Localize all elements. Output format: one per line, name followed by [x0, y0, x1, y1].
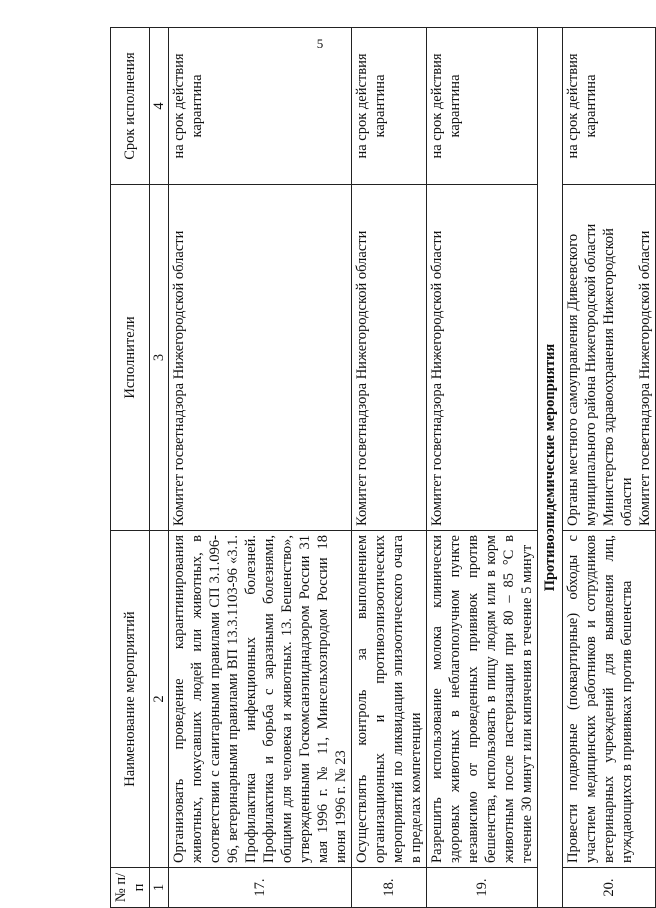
deadline: на срок действия карантина	[169, 28, 352, 185]
column-number: 1	[150, 868, 169, 908]
rotated-table-container	[110, 28, 653, 908]
table-row	[169, 28, 352, 908]
measure-description: Осуществлять контроль за выполнением организационных и противоэпизоотических мероприятий по ликвидации эпизоотического очага в пределах компетенции	[352, 531, 427, 868]
row-number: 20.	[563, 868, 656, 908]
header-deadline: Срок исполнения	[111, 28, 150, 185]
executor: Комитет госветнадзора Нижегородской области	[352, 185, 427, 531]
deadline: на срок действия карантина	[427, 28, 538, 185]
header-num: № п/п	[111, 868, 150, 908]
header-name: Наименование мероприятий	[111, 531, 150, 868]
measure-description: Организовать проведение карантинирования животных, покусавших людей или животных, в соответствии с санитарными правилами СП 3.1.096-96, ветеринарными правилами ВП 13.3.1103-96 «3.1. Профилактика инфекционных болезней. Профилактика и борьба с заразными болезнями, общими для человека и животных. 13. Бешенство», утвержденными Госкомсанэпиднадзором России 31 мая 1996 г. № 11, Минсельхозпродом России 18 июня 1996 г. № 23	[169, 531, 352, 868]
table-row	[563, 28, 656, 908]
section-row	[538, 28, 563, 908]
executor: Комитет госветнадзора Нижегородской области	[427, 185, 538, 531]
deadline: на срок действия карантина	[352, 28, 427, 185]
table-row	[352, 28, 427, 908]
measure-description: Разрешить использование молока клинически здоровых животных в неблагополучном пункте независимо от проведенных прививок против бешенства, использовать в пищу людям или в корм животным после пастеризации при 80 – 85 °С в течение 30 минут или кипячения в течение 5 минут	[427, 531, 538, 868]
row-number: 19.	[427, 868, 538, 908]
header-executors: Исполнители	[111, 185, 150, 531]
table-row	[427, 28, 538, 908]
deadline: на срок действия карантина	[563, 28, 656, 185]
row-number: 17.	[169, 868, 352, 908]
column-numbers-row	[150, 28, 169, 908]
section-title: Противоэпидемические мероприятия	[538, 28, 563, 908]
measures-table	[110, 27, 656, 908]
column-number: 4	[150, 28, 169, 185]
column-number: 3	[150, 185, 169, 531]
executor: Комитет госветнадзора Нижегородской области	[169, 185, 352, 531]
header-row	[111, 28, 150, 908]
executor: Органы местного самоуправления Дивеевского муниципального района Нижегородской области	[565, 223, 599, 526]
executors-list	[563, 185, 656, 531]
executor: Министерство здравоохранения Нижегородской области	[601, 228, 635, 526]
executor: Комитет госветнадзора Нижегородской области	[637, 230, 653, 526]
page-number: 5	[316, 36, 324, 51]
measure-description: Провести подворные (поквартирные) обходы с участием медицинских работников и сотрудников ветеринарных учреждений для выявления лиц, нуждающихся в прививках против бешенства	[563, 531, 656, 868]
row-number: 18.	[352, 868, 427, 908]
column-number: 2	[150, 531, 169, 868]
